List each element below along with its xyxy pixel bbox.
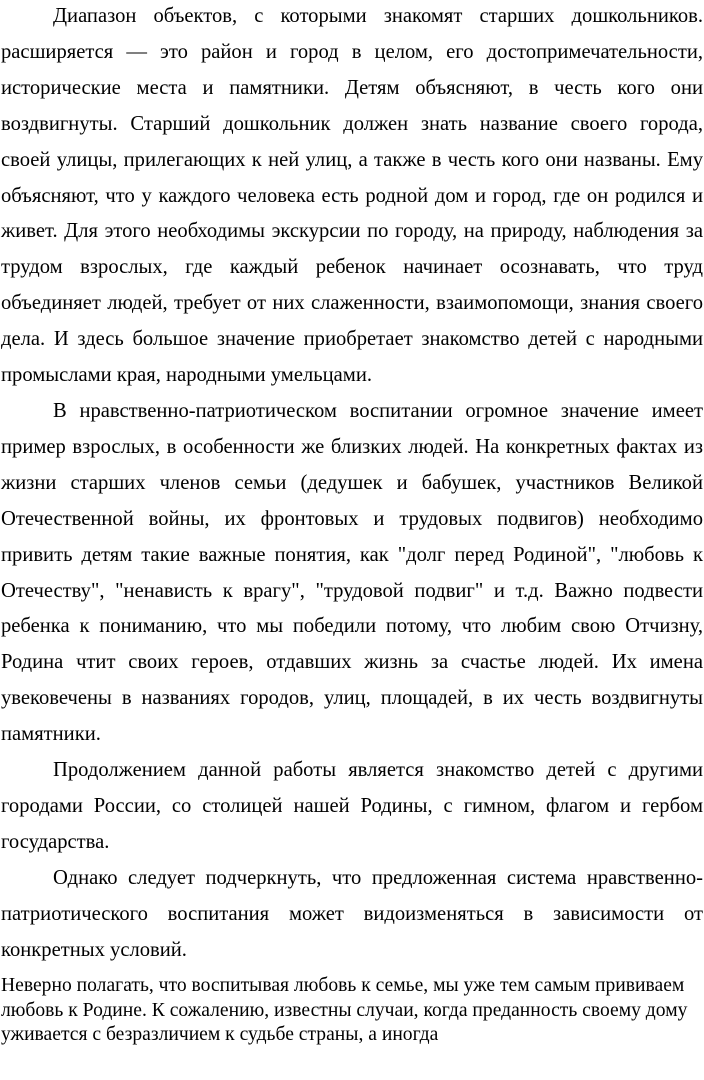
paragraph-3: Продолжением данной работы является знакомство детей с другими городами России, со столицей нашей Родины, с гимном, флагом и гербом государства.: [1, 759, 703, 853]
tail-paragraph: Неверно полагать, что воспитывая любовь к семье, мы уже тем самым прививаем любовь к Родине. К сожалению, известны случаи, когда преданность своему дому уживается с безразличием к судьбе страны, а иногда: [1, 975, 688, 1046]
paragraph-1: Диапазон объектов, с которыми знакомят старших дошкольников. расширяется — это район и город в целом, его достопримечательности, исторические места и памятники. Детям объясняют, в честь кого они воздвигнуты. Старший дошкольник должен знать название своего города, своей улицы, прилегающих к ней улиц, а также в честь кого они названы. Ему объясняют, что у каждого человека есть родной дом и город, где он родился и живет. Для этого необходимы экскурсии по городу, на природу, наблюдения за трудом взрослых, где каждый ребенок начинает осознавать, что труд объединяет людей, требует от них слаженности, взаимопомощи, знания своего дела. И здесь большое значение приобретает знакомство детей с народными промыслами края, народными умельцами.: [1, 5, 703, 387]
paragraph-4: Однако следует подчеркнуть, что предложенная система нравственно-патриотического воспитания может видоизменяться в зависимости от конкретных условий.: [1, 866, 703, 961]
paragraph-2: В нравственно-патриотическом воспитании огромное значение имеет пример взрослых, в особенности же близких людей. На конкретных фактах из жизни старших членов семьи (дедушек и бабушек, участников Великой Отечественной войны, их фронтовых и трудовых подвигов) необходимо привить детям такие важные понятия, как "долг перед Родиной", "любовь к Отечеству", "ненависть к врагу", "трудовой подвиг" и т.д. Важно подвести ребенка к пониманию, что мы победили потому, что любим свою Отчизну, Родина чтит своих героев, отдавших жизнь за счастье людей. Их имена увековечены в названиях городов, улиц, площадей, в их честь воздвигнуты памятники.: [1, 399, 703, 746]
